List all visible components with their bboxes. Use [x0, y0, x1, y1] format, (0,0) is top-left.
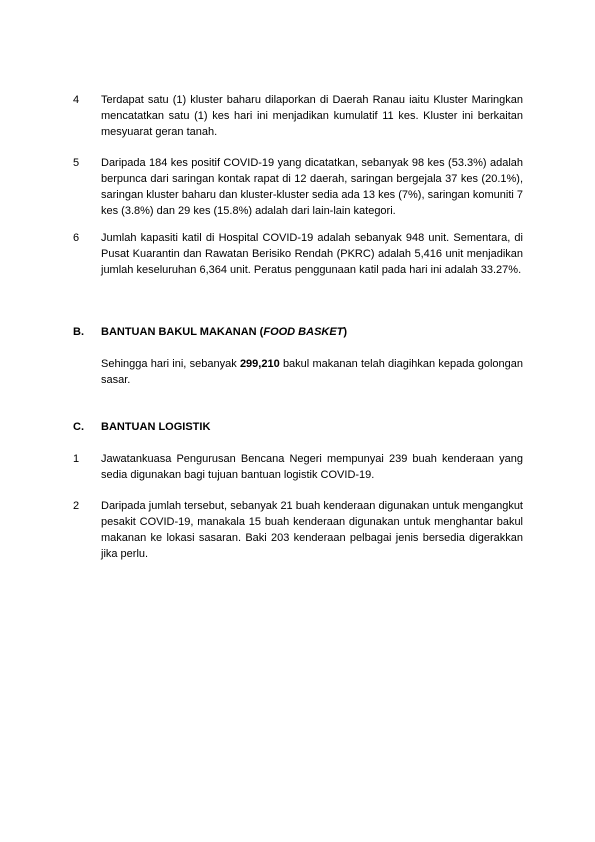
section-title: BANTUAN LOGISTIK: [101, 421, 211, 433]
item-number: 6: [73, 232, 80, 244]
section-title-italic: FOOD BASKET: [263, 326, 344, 338]
item-number: 4: [73, 94, 80, 106]
item-number: 5: [73, 157, 80, 169]
food-basket-count: 299,210: [239, 358, 280, 370]
item-paragraph: Daripada 184 kes positif COVID-19 yang dicatatkan, sebanyak 98 kes (53.3%) adalah berpunca dari saringan kontak rapat di 12 daerah, saringan bergejala 37 kes (20.1%), saringan kluster baharu dan kluster-kluster sedia ada 13 kes (7%), saringan komuniti 7 kes (3.8%) dan 29 kes (15.8%) adalah dari lain-lain kategori.: [101, 157, 523, 217]
paragraph-text: Sehingga hari ini, sebanyak: [101, 358, 240, 370]
item-number: 2: [73, 500, 80, 512]
section-title: [101, 324, 347, 340]
section-title-prefix: BANTUAN BAKUL MAKANAN (: [101, 326, 264, 338]
item-number: 1: [73, 453, 80, 465]
item-paragraph: Jumlah kapasiti katil di Hospital COVID-19 adalah sebanyak 948 unit. Sementara, di Pusat Kuarantin dan Rawatan Berisiko Rendah (PKRC) adalah 5,416 unit menjadikan jumlah keseluruhan 6,364 unit. Peratus penggunaan katil pada hari ini adalah 33.27%.: [101, 232, 523, 276]
item-paragraph: Jawatankuasa Pengurusan Bencana Negeri mempunyai 239 buah kenderaan yang sedia digunakan bagi tujuan bantuan logistik COVID-19.: [101, 453, 523, 481]
section-letter: B.: [73, 326, 84, 338]
section-paragraph: [101, 356, 523, 388]
paragraph-text: bakul makanan telah diagihkan kepada golongan sasar.: [101, 358, 523, 386]
item-paragraph: Daripada jumlah tersebut, sebanyak 21 buah kenderaan digunakan untuk mengangkut pesakit COVID-19, manakala 15 buah kenderaan digunakan untuk menghantar bakul makanan ke lokasi sasaran. Baki 203 kenderaan pelbagai jenis bersedia digerakkan jika perlu.: [101, 500, 523, 560]
section-letter: C.: [73, 421, 84, 433]
section-title-suffix: ): [343, 326, 348, 338]
item-paragraph: Terdapat satu (1) kluster baharu dilaporkan di Daerah Ranau iaitu Kluster Maringkan mencatatkan satu (1) kes hari ini menjadikan kumulatif 11 kes. Kluster ini berkaitan mesyuarat geran tanah.: [101, 94, 523, 138]
